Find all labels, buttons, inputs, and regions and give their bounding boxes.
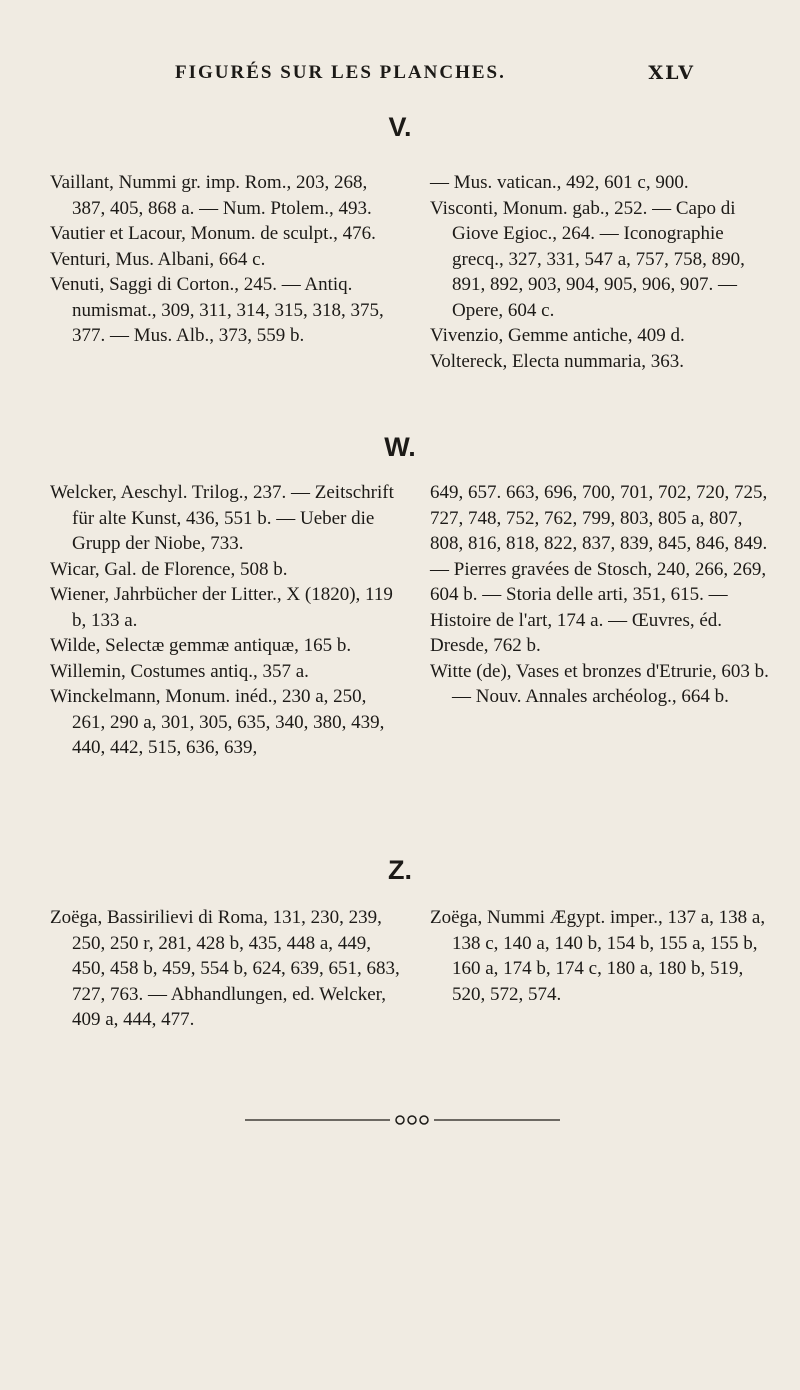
index-entry: Willemin, Costumes antiq., 357 a. (50, 660, 309, 682)
index-entry: Witte (de), Vases et bronzes d'Etrurie, 603 b. — Nouv. Annales archéolog., 664 b. (430, 660, 769, 707)
index-entry: Vaillant, Nummi gr. imp. Rom., 203, 268, 387, 405, 868 a. — Num. Ptolem., 493. (50, 172, 372, 219)
index-entry: Wicar, Gal. de Florence, 508 b. (50, 558, 288, 580)
index-entry: Wiener, Jahrbücher der Litter., X (1820), 119 b, 133 a. (50, 584, 393, 631)
index-entry: Venturi, Mus. Albani, 664 c. (50, 248, 266, 270)
index-entry: Zoëga, Bassirilievi di Roma, 131, 230, 239, 250, 250 r, 281, 428 b, 435, 448 a, 449, 450, 458 b, 459, 554 b, 624, 639, 651, 683, 727, 763. — Abhandlungen, ed. Welcker, 409 a, 444, 477. (50, 907, 400, 1030)
section-z-right-column (430, 905, 775, 1007)
page-number: XLV (648, 62, 695, 84)
index-entry-continuation: 649, 657. 663, 696, 700, 701, 702, 720, 725, 727, 748, 752, 762, 799, 803, 805 a, 807, 808, 816, 818, 822, 837, 839, 845, 846, 849. — Pierres gravées de Stosch, 240, 266, 269, 604 b. — Storia delle arti, 351, 615. — Histoire de l'art, 174 a. — Œuvres, éd. Dresde, 762 b. (430, 482, 768, 656)
index-entry: — Mus. vatican., 492, 601 c, 900. (430, 172, 689, 193)
section-v-left-column (50, 170, 400, 349)
section-w-right-column (430, 480, 775, 710)
section-w-left-column (50, 480, 400, 761)
end-ornament (0, 1110, 800, 1130)
running-head-title: FIGURÉS SUR LES PLANCHES. (175, 62, 506, 83)
section-letter-w: W. (384, 432, 416, 462)
index-entry: Winckelmann, Monum. inéd., 230 a, 250, 261, 290 a, 301, 305, 635, 340, 380, 439, 440, 442, 515, 636, 639, (50, 686, 385, 758)
index-entry: Vautier et Lacour, Monum. de sculpt., 476. (50, 223, 376, 244)
index-entry: Vivenzio, Gemme antiche, 409 d. (430, 325, 685, 346)
section-z-left-column (50, 905, 400, 1033)
running-head (175, 62, 695, 84)
index-entry: Venuti, Saggi di Corton., 245. — Antiq. numismat., 309, 311, 314, 315, 318, 375, 377. — Mus. Alb., 373, 559 b. (50, 274, 384, 346)
section-letter-z: Z. (388, 855, 412, 885)
index-entry: Voltereck, Electa nummaria, 363. (430, 350, 684, 372)
section-v-right-column (430, 170, 775, 374)
section-letter-v: V. (388, 112, 412, 142)
index-entry: Visconti, Monum. gab., 252. — Capo di Giove Egioc., 264. — Iconographie grecq., 327, 331, 547 a, 757, 758, 890, 891, 892, 903, 904, 905, 906, 907. — Opere, 604 c. (430, 197, 745, 321)
index-entry: Welcker, Aeschyl. Trilog., 237. — Zeitschrift für alte Kunst, 436, 551 b. — Ueber die Grupp der Niobe, 733. (50, 482, 394, 554)
index-entry: Wilde, Selectæ gemmæ antiquæ, 165 b. (50, 635, 352, 656)
index-entry: Zoëga, Nummi Ægypt. imper., 137 a, 138 a, 138 c, 140 a, 140 b, 154 b, 155 a, 155 b, 160 a, 174 b, 174 c, 180 a, 180 b, 519, 520, 572, 574. (430, 907, 766, 1005)
